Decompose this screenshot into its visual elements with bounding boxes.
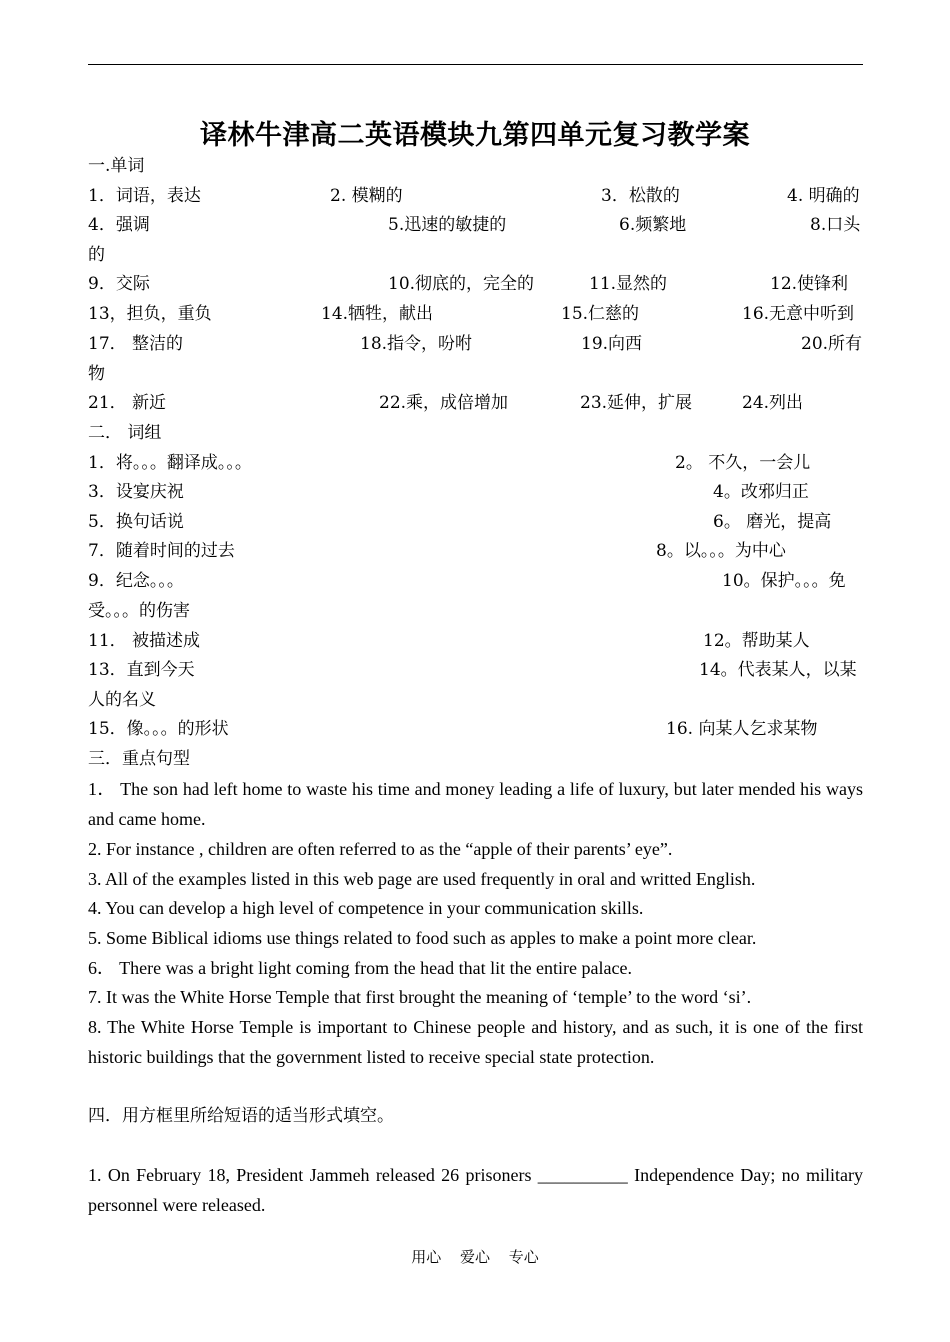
vocab-item: 20.所有	[801, 334, 863, 354]
vocab-item: 16.无意中听到	[742, 304, 855, 324]
vocab-item: 2. 模糊的	[330, 186, 403, 206]
phrase-item: 10。保护。。。免	[722, 571, 846, 591]
vocab-item: 5.迅速的敏捷的	[388, 215, 507, 235]
vocab-item: 1．词语，表达	[88, 186, 201, 206]
phrase-item: 1．将。。。翻译成。。。	[88, 453, 252, 473]
sentence-item: 4. You can develop a high level of competence in your communication skills.	[88, 898, 644, 918]
phrase-item: 14。代表某人，以某	[699, 660, 857, 680]
vocab-item: 17． 整洁的	[88, 334, 184, 354]
sentence-item: 8. The White Horse Temple is important to Chinese people and history, and as such, it is one of the first historic buildings that the government listed to receive special state protection.	[88, 1017, 863, 1067]
vocab-item: 13，担负，重负	[88, 304, 212, 324]
vocab-item: 22.乘，成倍增加	[379, 393, 509, 413]
vocab-item: 11.显然的	[589, 274, 668, 294]
phrase-item-continued: 人的名义	[88, 690, 156, 710]
vocab-item: 6.频繁地	[619, 215, 687, 235]
vocab-item: 10.彻底的，完全的	[388, 274, 535, 294]
vocab-item: 19.向西	[581, 334, 643, 354]
vocab-item-continued: 的	[88, 245, 105, 265]
sentence-item: 5. Some Biblical idioms use things related to food such as apples to make a point more clear.	[88, 928, 757, 948]
sentence-item: 7. It was the White Horse Temple that first brought the meaning of ‘temple’ to the word ‘si’.	[88, 987, 752, 1007]
phrase-item: 13．直到今天	[88, 660, 195, 680]
vocab-item: 24.列出	[742, 393, 804, 413]
header-rule	[88, 64, 863, 65]
phrase-item: 2。 不久，一会儿	[675, 453, 811, 473]
vocab-item: 3．松散的	[601, 186, 680, 206]
vocab-item-continued: 物	[88, 364, 105, 384]
vocab-item: 4. 明确的	[787, 186, 860, 206]
sentence-item: 6． There was a bright light coming from the head that lit the entire palace.	[88, 958, 632, 978]
phrase-item: 3．设宴庆祝	[88, 482, 184, 502]
phrase-item: 6。 磨光，提高	[713, 512, 832, 532]
vocab-item: 21． 新近	[88, 393, 167, 413]
vocab-item: 14.牺牲，献出	[321, 304, 434, 324]
phrase-item: 7．随着时间的过去	[88, 541, 235, 561]
phrase-item: 9．纪念。。。	[88, 571, 184, 591]
vocab-item: 18.指令，吩咐	[360, 334, 473, 354]
phrase-item: 4。改邪归正	[713, 482, 809, 502]
page-footer: 用心 爱心 专心	[411, 1248, 539, 1266]
section-heading-vocabulary: 一.单词	[88, 156, 145, 176]
vocab-item: 12.使锋利	[770, 274, 849, 294]
page-title: 译林牛津高二英语模块九第四单元复习教学案	[200, 120, 750, 151]
section-heading-fill-blanks: 四．用方框里所给短语的适当形式填空。	[88, 1106, 394, 1126]
phrase-item: 8。以。。。为中心	[656, 541, 786, 561]
sentence-item: 3. All of the examples listed in this web page are used frequently in oral and writted English.	[88, 869, 756, 889]
exercise-item: 1. On February 18, President Jammeh released 26 prisoners __________ Independence Day; no military personnel were released.	[88, 1165, 863, 1215]
phrase-item: 11． 被描述成	[88, 631, 201, 651]
vocab-item: 4．强调	[88, 215, 150, 235]
section-heading-sentences: 三．重点句型	[88, 749, 190, 769]
phrase-item-continued: 受。。。的伤害	[88, 601, 190, 621]
vocab-item: 23.延伸，扩展	[580, 393, 693, 413]
phrase-item: 12。帮助某人	[703, 631, 810, 651]
vocab-item: 8.口头	[810, 215, 861, 235]
phrase-item: 16. 向某人乞求某物	[666, 719, 818, 739]
section-heading-phrases: 二． 词组	[88, 423, 162, 443]
vocab-item: 9．交际	[88, 274, 150, 294]
phrase-item: 5．换句话说	[88, 512, 184, 532]
sentence-item: 2. For instance , children are often referred to as the “apple of their parents’ eye”.	[88, 839, 673, 859]
sentence-item: 1． The son had left home to waste his time and money leading a life of luxury, but later mended his ways and came home.	[88, 779, 863, 829]
phrase-item: 15．像。。。的形状	[88, 719, 229, 739]
vocab-item: 15.仁慈的	[561, 304, 640, 324]
